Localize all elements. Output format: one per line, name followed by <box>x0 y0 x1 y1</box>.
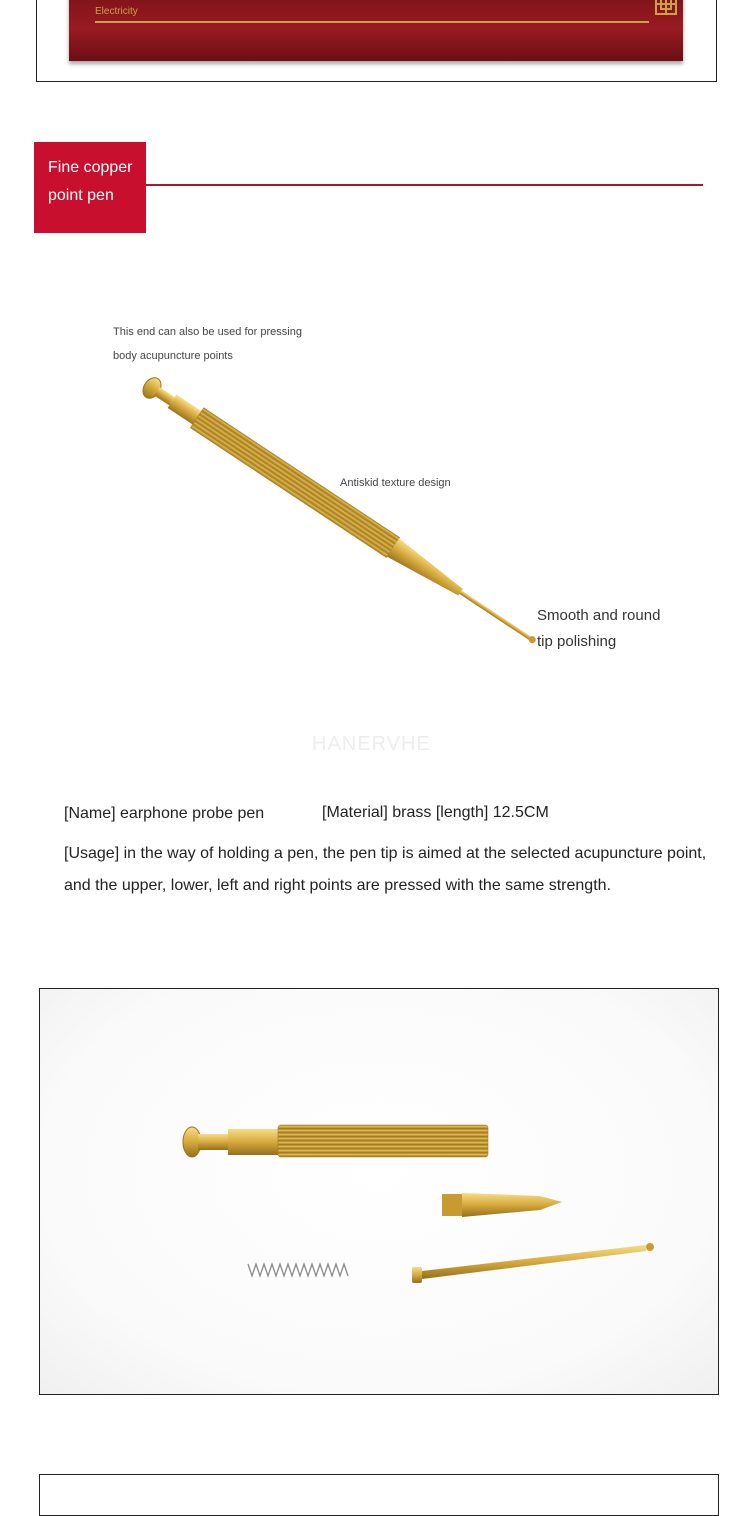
pen-body-part <box>183 1125 488 1157</box>
next-image-panel <box>39 1474 719 1516</box>
spec-usage: [Usage] in the way of holding a pen, the pen tip is aimed at the selected acupuncture point, and the upper, lower, left and right points are pressed with the same strength. <box>64 845 707 894</box>
section-title: Fine copper point pen <box>48 159 133 204</box>
product-box <box>69 0 683 61</box>
watermark: HANERVHE <box>312 733 431 755</box>
box-label: Electricity <box>95 6 138 17</box>
box-gold-line <box>95 21 649 23</box>
caption-tip: Smooth and round tip polishing <box>537 607 661 650</box>
caption-end-use: This end can also be used for pressing body acupuncture points <box>113 326 302 362</box>
spring-part <box>248 1264 348 1276</box>
pen-parts-photo <box>39 988 719 1395</box>
chinese-knot-ornament <box>653 0 679 20</box>
spec-material: [Material] brass [length] 12.5CM <box>322 804 549 821</box>
spec-name: [Name] earphone probe pen <box>64 805 265 822</box>
section-divider <box>146 184 703 186</box>
nose-cone-part <box>442 1193 562 1217</box>
pen-parts-illustration <box>40 989 718 1394</box>
needle-part <box>412 1243 654 1283</box>
caption-texture: Antiskid texture design <box>340 477 451 489</box>
product-box-image <box>36 0 717 82</box>
